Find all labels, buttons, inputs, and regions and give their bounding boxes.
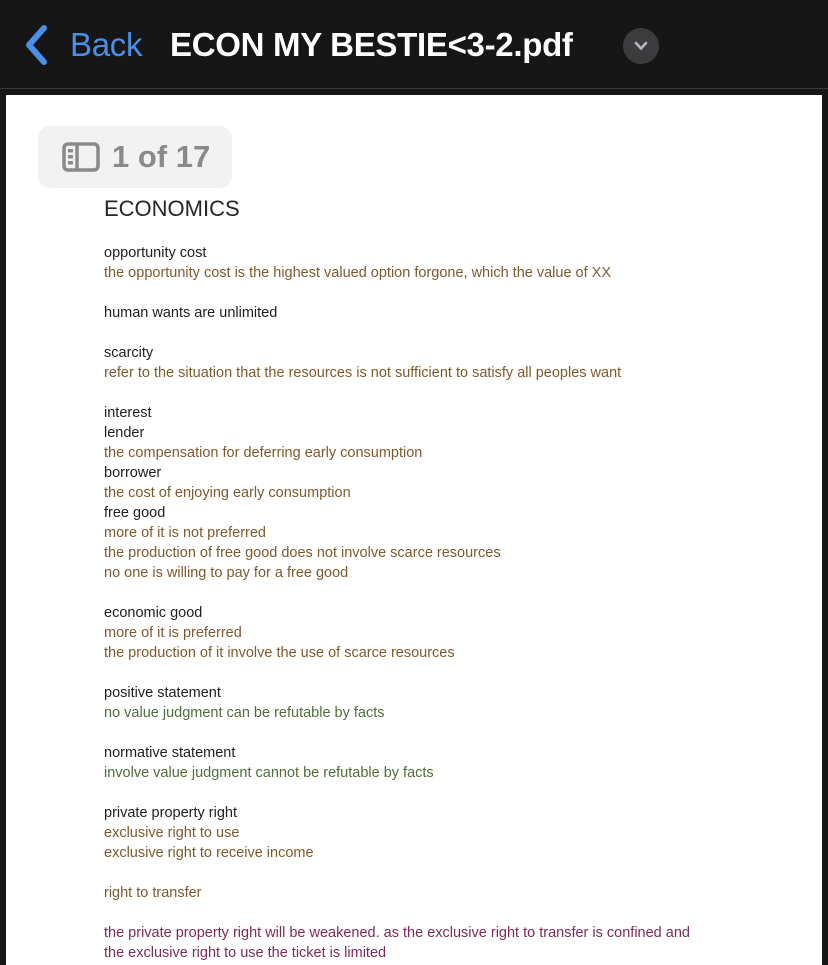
definition-line: the exclusive right to use the ticket is limited	[104, 945, 387, 961]
block-spacer	[104, 723, 804, 743]
block-spacer	[104, 323, 804, 343]
definition-line: the opportunity cost is the highest valued option forgone, which the value of XX	[104, 265, 612, 281]
term-line: scarcity	[104, 345, 154, 361]
definition-line: the compensation for deferring early consumption	[104, 445, 423, 461]
term-line: opportunity cost	[104, 245, 207, 261]
term-line: free good	[104, 505, 166, 521]
text-block	[104, 883, 804, 903]
back-label: Back	[70, 26, 143, 63]
term-line: positive statement	[104, 685, 221, 701]
block-spacer	[104, 903, 804, 923]
definition-line: more of it is preferred	[104, 625, 242, 641]
term-line: private property right	[104, 805, 237, 821]
definition-line: no one is willing to pay for a free good	[104, 565, 349, 581]
text-block	[104, 743, 804, 783]
term-line: interest	[104, 405, 152, 421]
definition-line: the cost of enjoying early consumption	[104, 485, 351, 501]
text-block	[104, 683, 804, 723]
document-blocks	[104, 243, 804, 963]
definition-line: the private property right will be weakened. as the exclusive right to transfer is confined and	[104, 925, 690, 941]
definition-line: the production of free good does not involve scarce resources	[104, 545, 501, 561]
definition-line: right to transfer	[104, 885, 202, 901]
definition-line: no value judgment can be refutable by facts	[104, 705, 385, 721]
navigation-bar	[0, 0, 828, 89]
text-block	[104, 923, 804, 963]
text-block	[104, 803, 804, 863]
pdf-page[interactable]	[6, 95, 822, 965]
term-line: borrower	[104, 465, 162, 481]
text-block	[104, 403, 804, 583]
sidebar-icon	[62, 142, 100, 172]
block-spacer	[104, 283, 804, 303]
definition-line: more of it is not preferred	[104, 525, 266, 541]
block-spacer	[104, 383, 804, 403]
block-spacer	[104, 863, 804, 883]
document-heading: ECONOMICS	[104, 196, 240, 221]
definition-line: refer to the situation that the resources is not sufficient to satisfy all peoples want	[104, 365, 622, 381]
chevron-down-icon	[633, 40, 649, 52]
document-body	[104, 195, 804, 963]
term-line: lender	[104, 425, 145, 441]
block-spacer	[104, 663, 804, 683]
document-title[interactable]: ECON MY BESTIE<3-2.pdf	[170, 26, 573, 63]
definition-line: exclusive right to receive income	[104, 845, 314, 861]
page-count: 1 of 17	[112, 139, 211, 174]
chevron-left-icon	[22, 24, 52, 66]
term-line: normative statement	[104, 745, 236, 761]
text-block	[104, 343, 804, 383]
term-line: economic good	[104, 605, 203, 621]
block-spacer	[104, 783, 804, 803]
definition-line: the production of it involve the use of scarce resources	[104, 645, 455, 661]
page-indicator[interactable]	[38, 126, 232, 188]
text-block	[104, 303, 804, 323]
definition-line: involve value judgment cannot be refutable by facts	[104, 765, 434, 781]
text-block	[104, 243, 804, 283]
title-menu-button[interactable]	[623, 28, 659, 64]
block-spacer	[104, 583, 804, 603]
back-button[interactable]	[22, 24, 142, 66]
term-line: human wants are unlimited	[104, 305, 278, 321]
definition-line: exclusive right to use	[104, 825, 240, 841]
text-block	[104, 603, 804, 663]
